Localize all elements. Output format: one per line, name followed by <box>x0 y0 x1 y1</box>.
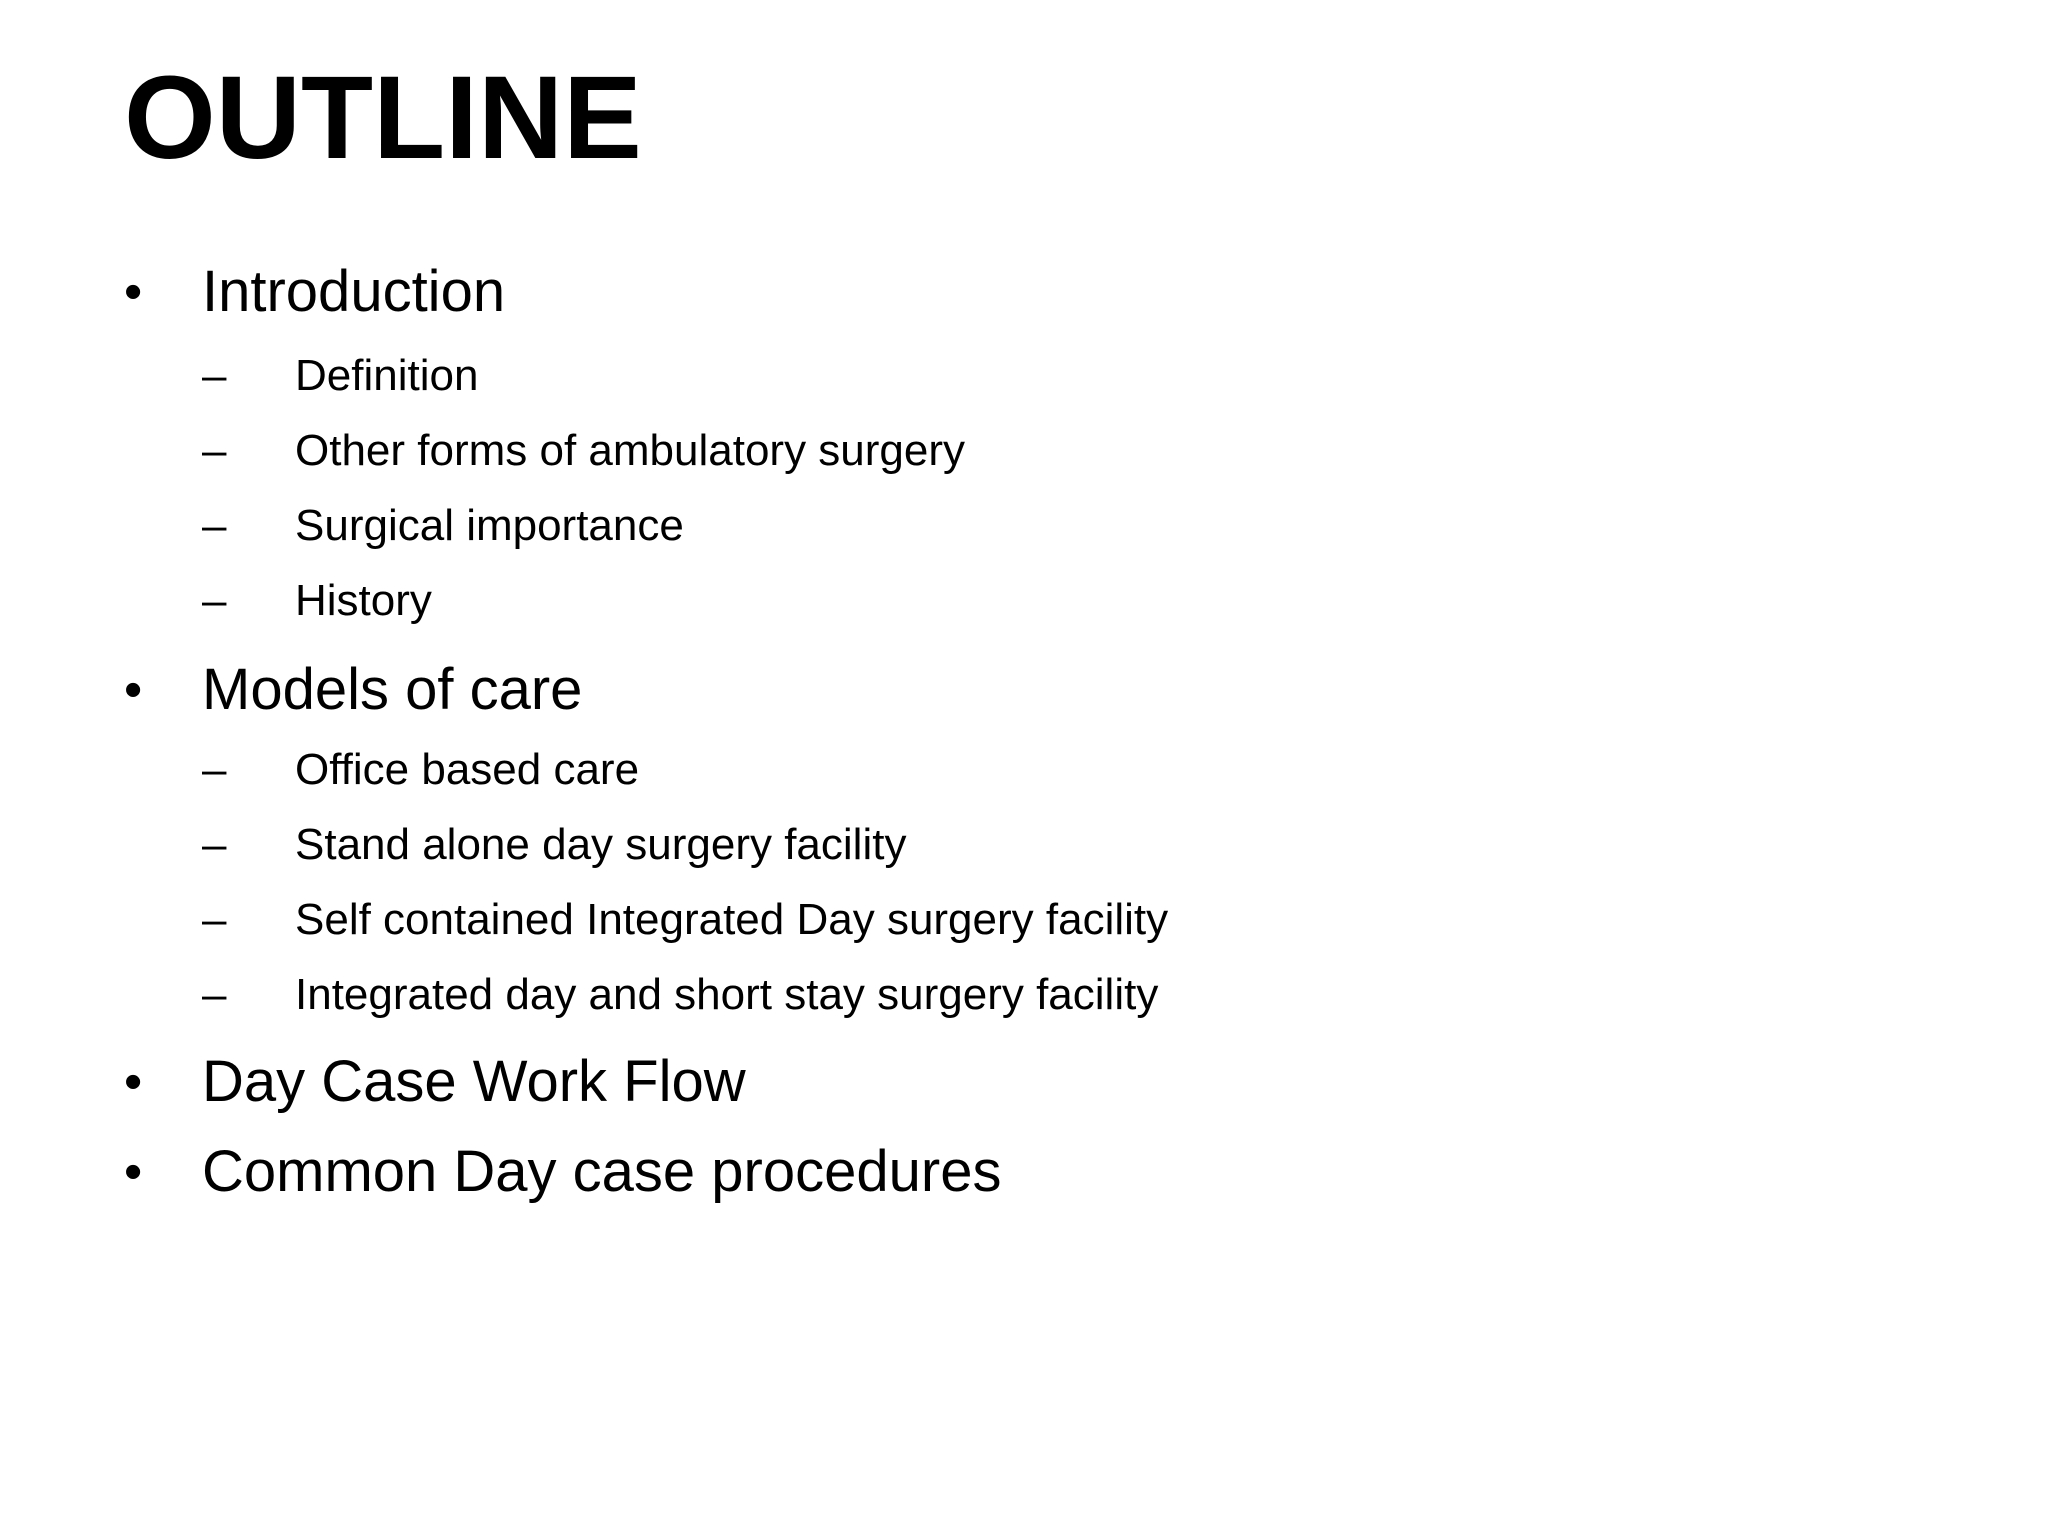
bullet-icon: • <box>124 661 143 719</box>
outline-item-label: Introduction <box>202 259 506 324</box>
subitem-label: Integrated day and short stay surgery facility <box>295 970 1159 1019</box>
subitem-history <box>202 563 1924 638</box>
dash-icon: – <box>202 970 227 1019</box>
subitem-label: Surgical importance <box>295 501 684 550</box>
dash-icon: – <box>202 576 227 625</box>
bullet-icon: • <box>124 1143 143 1201</box>
subitem-label: History <box>295 576 432 625</box>
subitem-label: Stand alone day surgery facility <box>295 820 907 869</box>
slide-title: OUTLINE <box>124 52 642 184</box>
subitem-other-forms <box>202 413 1924 488</box>
outline-item-day-case-work-flow <box>124 1040 1924 1124</box>
models-of-care-sublist <box>202 732 1924 1032</box>
dash-icon: – <box>202 426 227 475</box>
dash-icon: – <box>202 745 227 794</box>
subitem-label: Definition <box>295 351 479 400</box>
subitem-label: Other forms of ambulatory surgery <box>295 426 966 475</box>
bullet-icon: • <box>124 1053 143 1111</box>
outline-item-label: Common Day case procedures <box>202 1139 1002 1204</box>
introduction-sublist <box>202 338 1924 638</box>
subitem-self-contained-facility <box>202 882 1924 957</box>
outline-item-label: Models of care <box>202 657 583 722</box>
dash-icon: – <box>202 895 227 944</box>
outline-item-introduction <box>124 250 1924 638</box>
subitem-definition <box>202 338 1924 413</box>
subitem-integrated-short-stay-facility <box>202 957 1924 1032</box>
subitem-surgical-importance <box>202 488 1924 563</box>
dash-icon: – <box>202 501 227 550</box>
bullet-icon: • <box>124 263 143 321</box>
subitem-label: Office based care <box>295 745 640 794</box>
dash-icon: – <box>202 351 227 400</box>
outline-list <box>124 250 1924 1214</box>
subitem-label: Self contained Integrated Day surgery facility <box>295 895 1169 944</box>
outline-item-label: Day Case Work Flow <box>202 1049 746 1114</box>
dash-icon: – <box>202 820 227 869</box>
subitem-stand-alone-facility <box>202 807 1924 882</box>
subitem-office-based-care <box>202 732 1924 807</box>
outline-item-common-procedures <box>124 1130 1924 1214</box>
outline-item-models-of-care <box>124 648 1924 1032</box>
